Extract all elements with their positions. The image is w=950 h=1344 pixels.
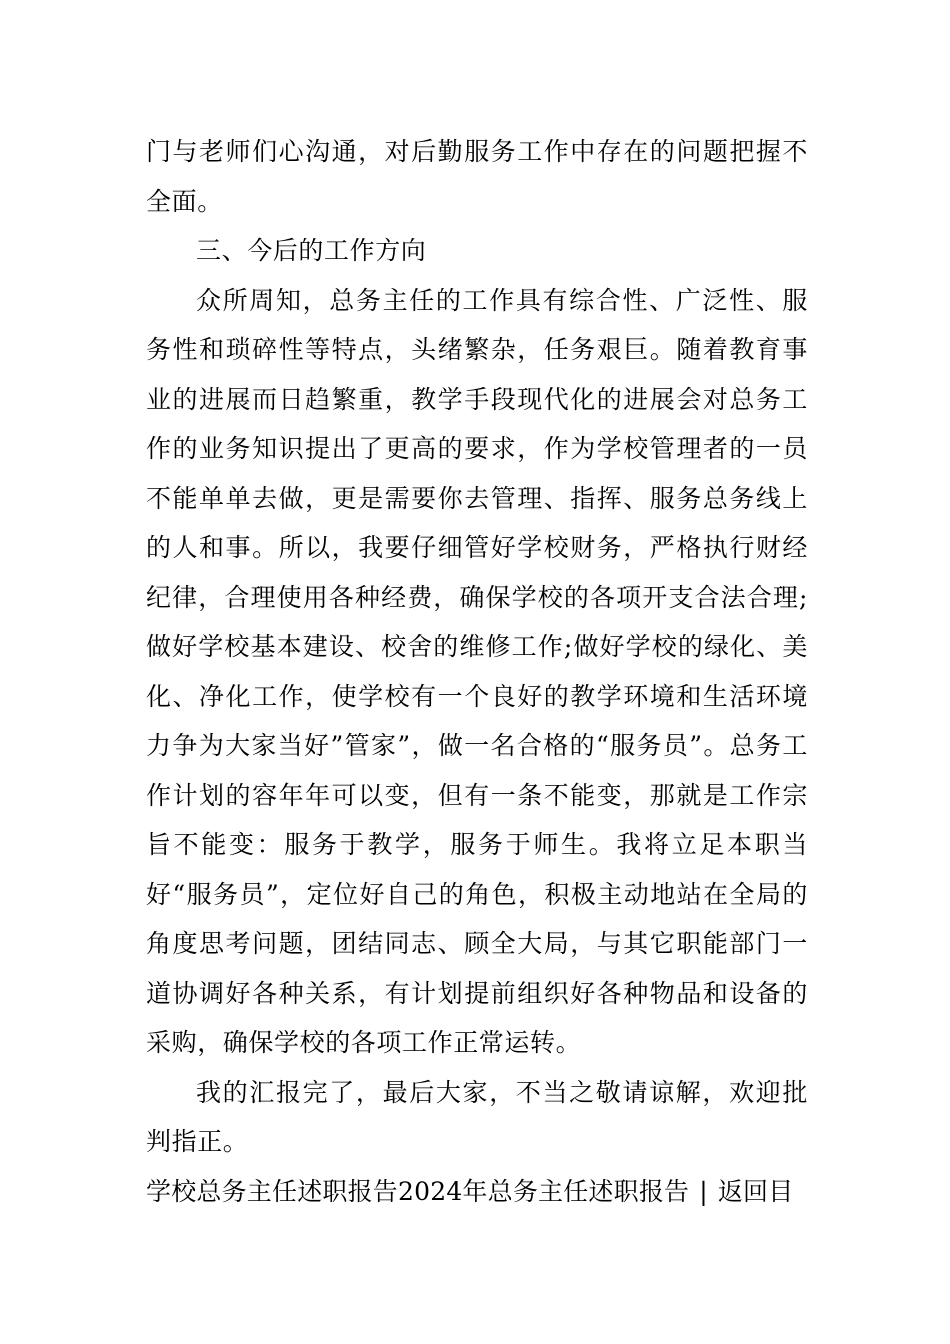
document-body: [146, 127, 808, 1216]
section-heading: 三、今后的工作方向: [196, 236, 427, 265]
continuation-paragraph: 门与老师们心沟通，对后勤服务工作中存在的问题把握不全面。: [146, 137, 808, 216]
closing-paragraph: 我的汇报完了，最后大家，不当之敬请谅解，欢迎批判指正。: [146, 1077, 808, 1156]
footer-navigation: [146, 1167, 808, 1217]
return-toc-link[interactable]: 返回目: [717, 1176, 794, 1206]
main-paragraph: 众所周知，总务主任的工作具有综合性、广泛性、服务性和琐碎性等特点，头绪繁杂，任务艰巨。随着教育事业的进展而日趋繁重，教学手段现代化的进展会对总务工作的业务知识提出了更高的要求，作为学校管理者的一员不能单单去做，更是需要你去管理、指挥、服务总务线上的人和事。所以，我要仔细管好学校财务，严格执行财经纪律，合理使用各种经费，确保学校的各项开支合法合理;做好学校基本建设、校舍的维修工作;做好学校的绿化、美化、净化工作，使学校有一个良好的教学环境和生活环境力争为大家当好”管家”，做一名合格的“服务员”。总务工作计划的容年年可以变，但有一条不能变，那就是工作宗旨不能变：服务于教学，服务于师生。我将立足本职当好“服务员”，定位好自己的角色，积极主动地站在全局的角度思考问题，团结同志、顾全大局，与其它职能部门一道协调好各种关系，有计划提前组织好各种物品和设备的采购，确保学校的各项工作正常运转。: [146, 285, 808, 1057]
footer-separator: |: [699, 1176, 708, 1206]
related-report-link[interactable]: 学校总务主任述职报告2024年总务主任述职报告: [146, 1176, 690, 1206]
